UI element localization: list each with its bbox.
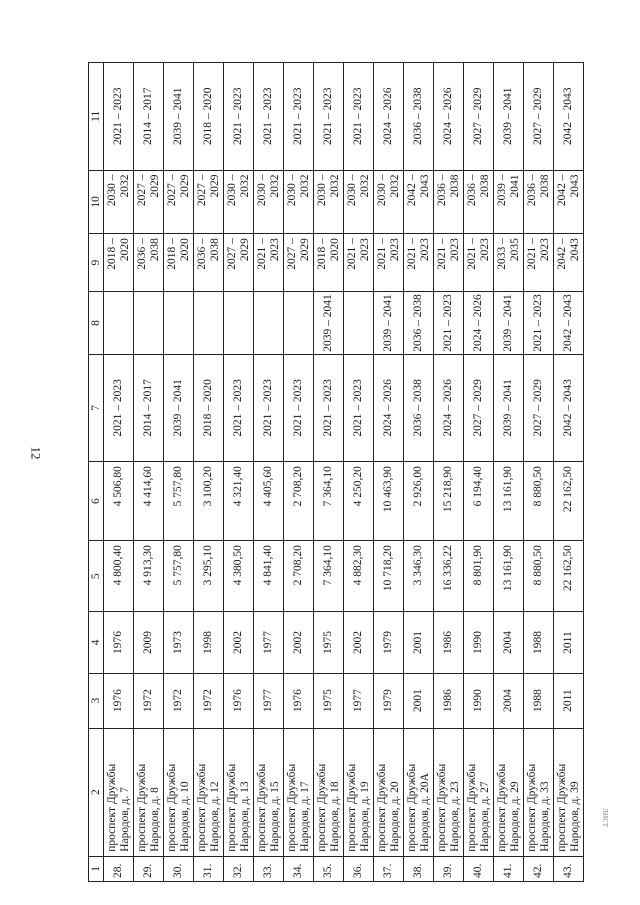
table-cell: 2021 – 2023: [464, 234, 494, 292]
column-header: 8: [89, 292, 104, 354]
table-cell: 2002: [284, 612, 314, 673]
table-cell: 3 100,20: [194, 462, 224, 541]
table-cell: [254, 292, 284, 354]
table-cell: 1976: [284, 673, 314, 728]
table-cell: [284, 292, 314, 354]
table-cell: 1979: [374, 612, 404, 673]
address-cell: проспект Дружбы Народов, д. 19: [344, 728, 374, 856]
address-cell: проспект Дружбы Народов, д. 17: [284, 728, 314, 856]
table-cell: 2021 – 2023: [104, 63, 134, 171]
table-cell: 1977: [254, 612, 284, 673]
table-cell: 1977: [344, 673, 374, 728]
column-header: 2: [89, 728, 104, 856]
table-cell: 2042 – 2043: [554, 292, 584, 354]
table-cell: 2042 – 2043: [554, 354, 584, 461]
table-cell: 1986: [434, 673, 464, 728]
table-cell: [344, 292, 374, 354]
table-cell: 2001: [404, 612, 434, 673]
table-cell: 2036 – 2038: [404, 292, 434, 354]
table-cell: 2036 – 2038: [134, 234, 164, 292]
table-cell: 2018 – 2020: [194, 63, 224, 171]
table-cell: 22 162,50: [554, 541, 584, 612]
table-cell: 2033 – 2035: [494, 234, 524, 292]
table-cell: 2030 – 2032: [224, 170, 254, 234]
table-row: [104, 63, 134, 882]
table-cell: 15 218,90: [434, 462, 464, 541]
table-cell: 2042 – 2043: [554, 234, 584, 292]
table-cell: 1988: [524, 673, 554, 728]
table-cell: 2021 – 2023: [524, 234, 554, 292]
table-cell: 2021 – 2023: [104, 354, 134, 461]
page-number: 12: [28, 446, 44, 460]
address-cell: проспект Дружбы Народов, д. 13: [224, 728, 254, 856]
table-cell: 8 880,50: [524, 541, 554, 612]
table-cell: 4 380,50: [224, 541, 254, 612]
table-cell: 2024 – 2026: [434, 354, 464, 461]
table-cell: 8 801,90: [464, 541, 494, 612]
table-cell: 2 708,20: [284, 541, 314, 612]
table-cell: 2021 – 2023: [254, 354, 284, 461]
table-row: [434, 63, 464, 882]
table-cell: 2030 – 2032: [284, 170, 314, 234]
table-cell: 2039 – 2041: [494, 292, 524, 354]
table-cell: 2030 – 2032: [104, 170, 134, 234]
table-cell: 2014 – 2017: [134, 63, 164, 171]
address-cell: проспект Дружбы Народов, д. 7: [104, 728, 134, 856]
table-cell: 2027 – 2029: [164, 170, 194, 234]
table-cell: 2027 – 2029: [524, 354, 554, 461]
table-cell: 1975: [314, 673, 344, 728]
row-number-cell: 37.: [374, 856, 404, 881]
table-cell: 1976: [104, 673, 134, 728]
table-cell: 10 718,20: [374, 541, 404, 612]
table-cell: 2039 – 2041: [314, 292, 344, 354]
table-body: [89, 63, 584, 882]
table-cell: [134, 292, 164, 354]
table-cell: 1972: [164, 673, 194, 728]
table-cell: 2042 – 2043: [554, 63, 584, 171]
table-cell: 10 463,90: [374, 462, 404, 541]
address-cell: проспект Дружбы Народов, д. 15: [254, 728, 284, 856]
table-cell: 2024 – 2026: [374, 63, 404, 171]
table-cell: 2004: [494, 673, 524, 728]
table-row: [404, 63, 434, 882]
table-row: [164, 63, 194, 882]
table-cell: 4 405,60: [254, 462, 284, 541]
column-header: 11: [89, 63, 104, 171]
column-header: 6: [89, 462, 104, 541]
table-cell: 1973: [164, 612, 194, 673]
table-cell: 5 757,80: [164, 462, 194, 541]
table-cell: 2030 – 2032: [314, 170, 344, 234]
table-cell: 2027 – 2029: [284, 234, 314, 292]
page-stamp: лист: [600, 807, 612, 828]
row-number-cell: 31.: [194, 856, 224, 881]
table-row: [284, 63, 314, 882]
table-cell: 2021 – 2023: [314, 354, 344, 461]
table-cell: 1990: [464, 673, 494, 728]
column-header: 4: [89, 612, 104, 673]
table-cell: 13 161,90: [494, 541, 524, 612]
table-row: [524, 63, 554, 882]
row-number-cell: 28.: [104, 856, 134, 881]
table-cell: 4 913,30: [134, 541, 164, 612]
column-header: 3: [89, 673, 104, 728]
table-cell: 2021 – 2023: [224, 63, 254, 171]
table-cell: 2018 – 2020: [104, 234, 134, 292]
table-cell: 3 295,10: [194, 541, 224, 612]
table-cell: 4 250,20: [344, 462, 374, 541]
address-cell: проспект Дружбы Народов, д. 33: [524, 728, 554, 856]
table-cell: 2021 – 2023: [434, 292, 464, 354]
row-number-cell: 36.: [344, 856, 374, 881]
table-cell: 4 800,40: [104, 541, 134, 612]
table-cell: 2042 – 2043: [404, 170, 434, 234]
table-cell: 2004: [494, 612, 524, 673]
table-cell: 22 162,50: [554, 462, 584, 541]
table-cell: 2039 – 2041: [374, 292, 404, 354]
table-cell: 2039 – 2041: [164, 63, 194, 171]
column-header: 7: [89, 354, 104, 461]
table-cell: 6 194,40: [464, 462, 494, 541]
table-cell: 2011: [554, 612, 584, 673]
address-cell: проспект Дружбы Народов, д. 18: [314, 728, 344, 856]
table-cell: 2042 – 2043: [554, 170, 584, 234]
table-cell: 2039 – 2041: [494, 354, 524, 461]
table-row: [464, 63, 494, 882]
table-row: [254, 63, 284, 882]
table-cell: 1976: [224, 673, 254, 728]
address-cell: проспект Дружбы Народов, д. 20А: [404, 728, 434, 856]
table-cell: 4 882,30: [344, 541, 374, 612]
table-cell: 4 841,40: [254, 541, 284, 612]
table-cell: 2036 – 2038: [194, 234, 224, 292]
table-cell: 2036 – 2038: [464, 170, 494, 234]
table-cell: 2027 – 2029: [134, 170, 164, 234]
table-cell: 2009: [134, 612, 164, 673]
table-cell: 2021 – 2023: [254, 63, 284, 171]
table-cell: 2001: [404, 673, 434, 728]
table-cell: [224, 292, 254, 354]
table-cell: 1975: [314, 612, 344, 673]
table-cell: 2018 – 2020: [314, 234, 344, 292]
table-cell: 2021 – 2023: [344, 354, 374, 461]
table-cell: 2039 – 2041: [164, 354, 194, 461]
table-row: [224, 63, 254, 882]
table-cell: 2021 – 2023: [314, 63, 344, 171]
table-cell: 13 161,90: [494, 462, 524, 541]
table-row: [374, 63, 404, 882]
table-cell: 2027 – 2029: [224, 234, 254, 292]
table-cell: 1977: [254, 673, 284, 728]
table-cell: 2030 – 2032: [254, 170, 284, 234]
row-number-cell: 43.: [554, 856, 584, 881]
column-header: 5: [89, 541, 104, 612]
row-number-cell: 41.: [494, 856, 524, 881]
table-cell: 2014 – 2017: [134, 354, 164, 461]
table-cell: 1986: [434, 612, 464, 673]
table-cell: 2021 – 2023: [434, 234, 464, 292]
table-cell: 1988: [524, 612, 554, 673]
row-number-cell: 40.: [464, 856, 494, 881]
column-header: 1: [89, 856, 104, 881]
table-cell: 5 757,80: [164, 541, 194, 612]
rotated-table-container: [88, 62, 584, 882]
address-cell: проспект Дружбы Народов, д. 12: [194, 728, 224, 856]
column-header: 9: [89, 234, 104, 292]
table-cell: 2036 – 2038: [404, 354, 434, 461]
table-cell: 2021 – 2023: [284, 63, 314, 171]
table-cell: 2021 – 2023: [374, 234, 404, 292]
table-cell: 2021 – 2023: [284, 354, 314, 461]
table-header-row: [89, 63, 104, 882]
row-number-cell: 42.: [524, 856, 554, 881]
table-cell: 7 364,10: [314, 462, 344, 541]
address-cell: проспект Дружбы Народов, д. 23: [434, 728, 464, 856]
table-cell: 2039 – 2041: [494, 170, 524, 234]
address-cell: проспект Дружбы Народов, д. 39: [554, 728, 584, 856]
row-number-cell: 35.: [314, 856, 344, 881]
table-cell: 2 708,20: [284, 462, 314, 541]
table-cell: 2021 – 2023: [404, 234, 434, 292]
table-cell: 7 364,10: [314, 541, 344, 612]
row-number-cell: 33.: [254, 856, 284, 881]
table-cell: 2021 – 2023: [224, 354, 254, 461]
table-cell: 1998: [194, 612, 224, 673]
table-cell: 1972: [194, 673, 224, 728]
table-cell: [194, 292, 224, 354]
table-cell: 2036 – 2038: [524, 170, 554, 234]
table-cell: 1990: [464, 612, 494, 673]
row-number-cell: 29.: [134, 856, 164, 881]
table-cell: 3 346,30: [404, 541, 434, 612]
address-cell: проспект Дружбы Народов, д. 20: [374, 728, 404, 856]
table-cell: 2027 – 2029: [194, 170, 224, 234]
table-cell: 2030 – 2032: [374, 170, 404, 234]
table-cell: 8 880,50: [524, 462, 554, 541]
table-cell: 2021 – 2023: [344, 63, 374, 171]
table-row: [494, 63, 524, 882]
table-cell: 2021 – 2023: [344, 234, 374, 292]
row-number-cell: 38.: [404, 856, 434, 881]
table-cell: 2024 – 2026: [434, 63, 464, 171]
address-cell: проспект Дружбы Народов, д. 8: [134, 728, 164, 856]
table-row: [194, 63, 224, 882]
row-number-cell: 34.: [284, 856, 314, 881]
row-number-cell: 30.: [164, 856, 194, 881]
table-cell: 1979: [374, 673, 404, 728]
table-cell: 4 506,80: [104, 462, 134, 541]
schedule-table: [88, 62, 584, 882]
table-row: [314, 63, 344, 882]
table-cell: 1972: [134, 673, 164, 728]
table-cell: 2 926,00: [404, 462, 434, 541]
table-cell: 2011: [554, 673, 584, 728]
table-cell: 2002: [344, 612, 374, 673]
table-cell: 2021 – 2023: [254, 234, 284, 292]
table-cell: [164, 292, 194, 354]
table-cell: 2018 – 2020: [194, 354, 224, 461]
table-cell: 4 414,60: [134, 462, 164, 541]
address-cell: проспект Дружбы Народов, д. 10: [164, 728, 194, 856]
table-cell: 2024 – 2026: [464, 292, 494, 354]
table-cell: 2027 – 2029: [464, 63, 494, 171]
table-cell: 2036 – 2038: [434, 170, 464, 234]
table-cell: 2027 – 2029: [524, 63, 554, 171]
address-cell: проспект Дружбы Народов, д. 27: [464, 728, 494, 856]
column-header: 10: [89, 170, 104, 234]
table-row: [554, 63, 584, 882]
table-cell: 1976: [104, 612, 134, 673]
table-row: [134, 63, 164, 882]
table-row: [344, 63, 374, 882]
table-cell: 4 321,40: [224, 462, 254, 541]
table-cell: 2039 – 2041: [494, 63, 524, 171]
table-cell: 2024 – 2026: [374, 354, 404, 461]
table-cell: 16 336,22: [434, 541, 464, 612]
address-cell: проспект Дружбы Народов, д. 29: [494, 728, 524, 856]
table-cell: 2027 – 2029: [464, 354, 494, 461]
row-number-cell: 32.: [224, 856, 254, 881]
table-cell: 2036 – 2038: [404, 63, 434, 171]
row-number-cell: 39.: [434, 856, 464, 881]
table-cell: 2030 – 2032: [344, 170, 374, 234]
table-cell: 2018 – 2020: [164, 234, 194, 292]
table-cell: [104, 292, 134, 354]
table-cell: 2002: [224, 612, 254, 673]
table-cell: 2021 – 2023: [524, 292, 554, 354]
